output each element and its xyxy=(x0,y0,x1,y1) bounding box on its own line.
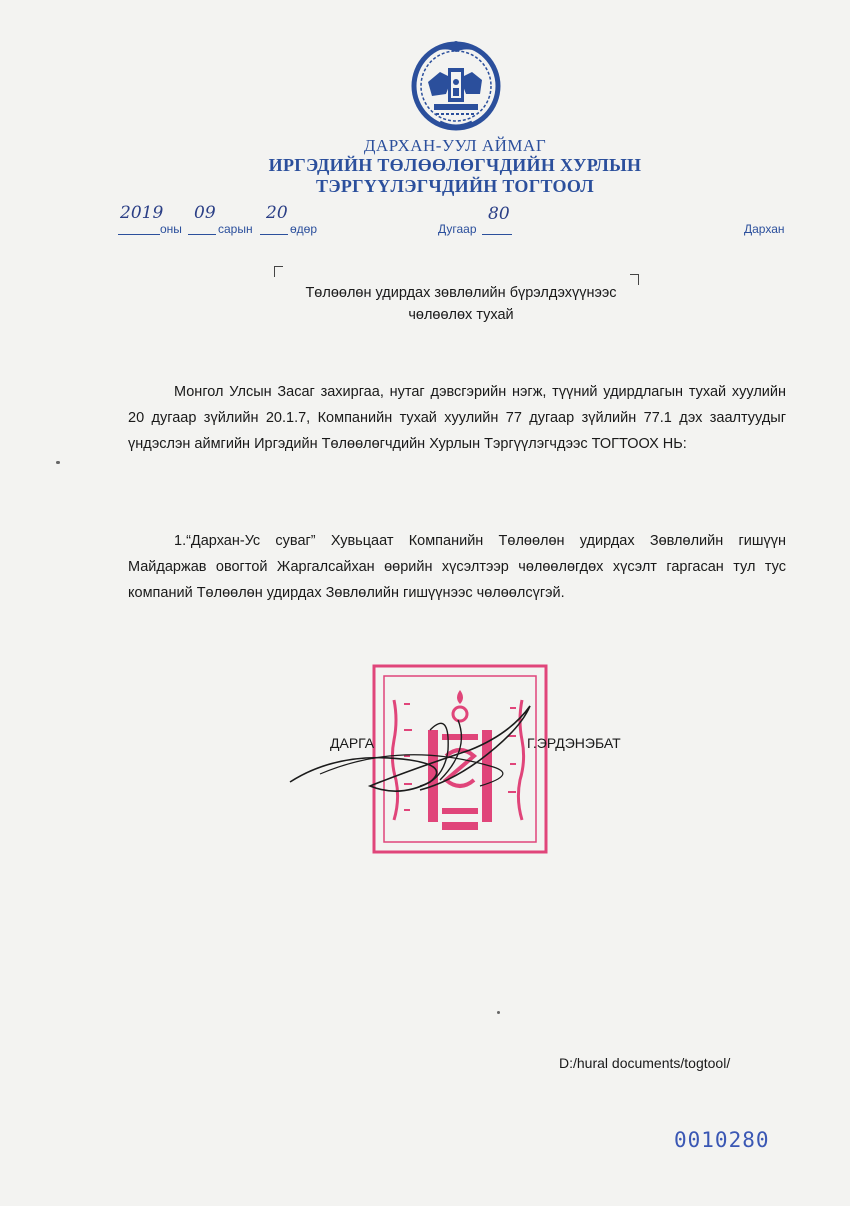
title-line-2: чөлөөлөх тухай xyxy=(408,307,514,323)
day-underline xyxy=(260,234,288,235)
place-name: Дархан xyxy=(744,222,785,236)
serial-number: 0010280 xyxy=(674,1128,770,1152)
body-paragraph-1: Монгол Улсын Засаг захиргаа, нутаг дэвсгэрийн нэгж, түүний удирдлагын тухай хуулийн 20 дугаар зүйлийн 20.1.7, Компанийн тухай хуулийн 77 дугаар зүйлийн 77.1 дэх заалтуудыг үндэслэн аймгийн Иргэдийн Төлөөлөгчдийн Хурлын Тэргүүлэгчдээс ТОГТООХ НЬ: xyxy=(128,384,786,452)
title-line-1: Төлөөлөн удирдах зөвлөлийн бүрэлдэхүүнээс xyxy=(305,285,617,301)
scan-speck xyxy=(497,1011,500,1014)
year-suffix: оны xyxy=(160,222,182,236)
signer-role: ДАРГА xyxy=(330,735,375,751)
state-emblem-icon xyxy=(410,38,502,134)
scan-speck xyxy=(56,461,60,464)
file-path: D:/hural documents/togtool/ xyxy=(559,1055,731,1071)
year-underline xyxy=(118,234,160,235)
body-paragraph-2: 1.“Дархан-Ус суваг” Хувьцаат Компанийн Төлөөлөн удирдах Зөвлөлийн гишүүн Майдаржав овогтой Жаргалсайхан өөрийн хүсэлтээр чөлөөлөгдөх хүсэлт гаргасан тул тус компаний Төлөөлөн удирдах Зөвлөлийн гишүүнээс чөлөөлсүгэй. xyxy=(128,533,786,601)
month-suffix: сарын xyxy=(218,222,253,236)
decree-title xyxy=(276,282,646,326)
number-underline xyxy=(482,234,512,235)
handwritten-month: 09 xyxy=(194,203,216,223)
header-decree: ТЭРГҮҮЛЭГЧДИЙН ТОГТООЛ xyxy=(316,176,594,196)
handwritten-signature-icon xyxy=(280,690,560,800)
month-underline xyxy=(188,234,216,235)
day-suffix: өдөр xyxy=(290,222,318,236)
header-council: ИРГЭДИЙН ТӨЛӨӨЛӨГЧДИЙН ХУРЛЫН xyxy=(268,155,642,175)
handwritten-year: 2019 xyxy=(120,203,164,223)
handwritten-number: 80 xyxy=(488,204,510,224)
handwritten-day: 20 xyxy=(266,203,288,223)
number-label: Дугаар xyxy=(438,222,477,236)
title-bracket-left xyxy=(274,266,283,277)
signer-name: Г.ЭРДЭНЭБАТ xyxy=(527,735,621,751)
header-province: ДАРХАН-УУЛ АЙМАГ xyxy=(363,136,547,155)
